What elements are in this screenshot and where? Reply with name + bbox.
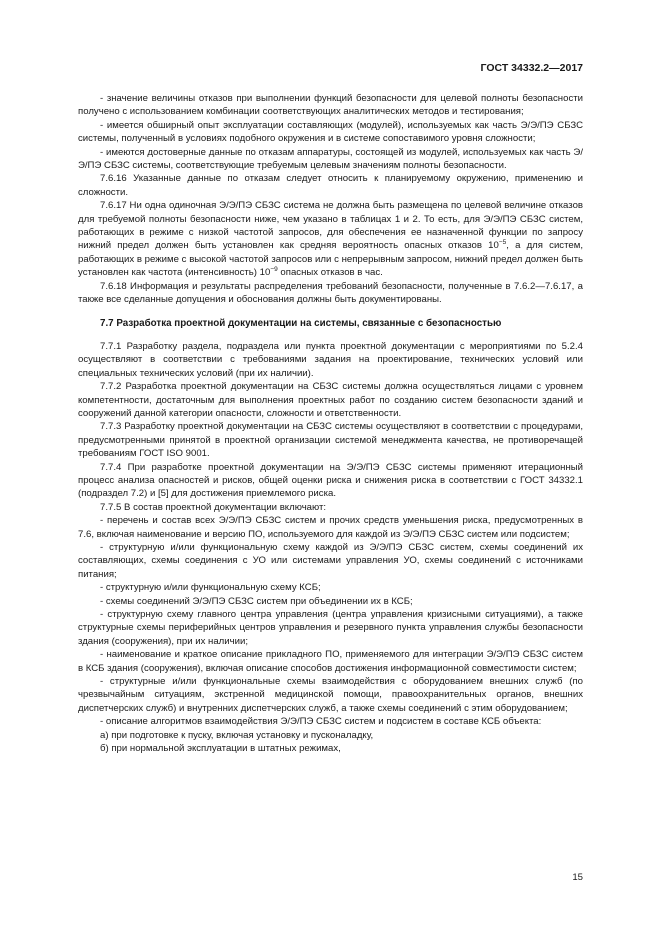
paragraph: - имеются достоверные данные по отказам аппаратуры, состоящей из модулей, используемых как часть Э/Э/ПЭ СБЗС системы, соответствующие требуемым целевым значениям полноты безопасности.: [78, 146, 583, 172]
list-item: - схемы соединений Э/Э/ПЭ СБЗС систем при объединении их в КСБ;: [100, 595, 413, 607]
paragraph: - имеется обширный опыт эксплуатации составляющих (модулей), используемых как часть Э/Э/ПЭ СБЗС системы, полученный в условиях подобного окружения и в системе сопоставимого уровня сложности;: [78, 119, 583, 145]
page-content: [78, 92, 583, 756]
list-item: - структурную схему главного центра управления (центра управления кризисными ситуациями), а также структурные схемы периферийных центров управления и резервного пункта управления службы безопасности здания (сооружения), при их наличии;: [78, 609, 583, 647]
text-run: опасных отказов в час.: [277, 267, 383, 279]
paragraph: 7.6.18 Информация и результаты распределения требований безопасности, полученные в 7.6.2—7.6.17, а также все сделанные допущения и обоснования должны быть документированы.: [78, 280, 583, 306]
paragraph: - значение величины отказов при выполнении функций безопасности для целевой полноты безопасности получено с использованием комбинации соответствующих аналитических методов и тестирования;: [78, 93, 583, 118]
sub-list-item: а) при подготовке к пуску, включая установку и пусконаладку,: [100, 729, 374, 741]
paragraph: 7.7.4 При разработке проектной документации на Э/Э/ПЭ СБЗС системы применяют итерационный процесс анализа опасностей и рисков, общей оценки риска и снижения риска в соответствии с ГОСТ 34332.1 (подраздел 7.2) и [5] для достижения приемлемого риска.: [78, 461, 583, 500]
list-item: - наименование и краткое описание прикладного ПО, применяемого для интеграции Э/Э/ПЭ СБЗС систем в КСБ здания (сооружения), включая описание способов достижения информационной совместимости систем;: [78, 649, 583, 674]
page-number: 15: [572, 872, 583, 883]
list-item: - описание алгоритмов взаимодействия Э/Э/ПЭ СБЗС систем и подсистем в составе КСБ объекта:: [100, 716, 542, 728]
paragraph: 7.7.2 Разработка проектной документации на СБЗС системы должна осуществляться лицами с уровнем компетентности, достаточным для выполнения проектных работ по созданию систем безопасности зданий и сооружений данной категории опасности, сложности и ответственности.: [78, 381, 583, 419]
paragraph: 7.7.1 Разработку раздела, подраздела или пункта проектной документации с мероприятиями по 5.2.4 осуществляют в соответствии с требованиями задания на проектирование, технических условий или специальных технических условий (при их наличии).: [78, 340, 583, 379]
text-run: 7.6.17 Ни одна одиночная Э/Э/ПЭ СБЗС система не должна быть размещена по целевой величине отказов для требуемой полноты безопасности ниже, чем указано в таблицах 1 и 2. То есть, для Э/Э/ПЭ СБЗС систем, работающих в режиме с низкой частотой запросов, для обеспечения ее назначенной функции по запросу нижний предел должен быть установлен как средняя вероятность опасных отказов 10: [78, 200, 583, 252]
exponent: −9: [270, 266, 278, 274]
list-item: - структурную и/или функциональную схему КСБ;: [100, 582, 321, 594]
list-item: - структурную и/или функциональную схему каждой из Э/Э/ПЭ СБЗС систем, схемы соединений их составляющих, схемы соединения с УО или системами управления УО, схемы соединений с источниками питания;: [78, 542, 583, 580]
exponent: −5: [498, 239, 507, 247]
sub-list-item: б) при нормальной эксплуатации в штатных режимах,: [100, 743, 341, 755]
paragraph: 7.7.3 Разработку проектной документации на СБЗС системы осуществляют в соответствии с процедурами, предусмотренными принятой в проектной организации системой менеджмента качества, не противоречащей требованиям ГОСТ ISO 9001.: [78, 421, 583, 460]
paragraph-7-6-17: [78, 199, 583, 279]
text-run: , а для систем, работающих в режиме с высокой частотой запросов или с непрерывным запросом, нижний предел должен быть установлен как частота (интенсивность) 10: [78, 240, 583, 279]
section-title: 7.7 Разработка проектной документации на системы, связанные с безопасностью: [100, 317, 502, 329]
paragraph: 7.7.5 В состав проектной документации включают:: [100, 501, 327, 513]
paragraph: 7.6.16 Указанные данные по отказам следует относить к планируемому окружению, применению и сложности.: [78, 173, 583, 198]
list-item: - перечень и состав всех Э/Э/ПЭ СБЗС систем и прочих средств уменьшения риска, предусмотренных в 7.6, включая наименование и версию ПО, используемого для каждой из Э/Э/ПЭ СБЗС систем или подсистем;: [78, 515, 583, 540]
list-item: - структурные и/или функциональные схемы взаимодействия с оборудованием внешних служб (по чрезвычайным ситуациям, экстренной медицинской помощи, правоохранительных органов, внешних диспетчерских служб) и внутренних диспетчерских служб, а также схемы соединений с этим оборудованием;: [78, 676, 583, 714]
standard-header: ГОСТ 34332.2—2017: [480, 62, 583, 74]
